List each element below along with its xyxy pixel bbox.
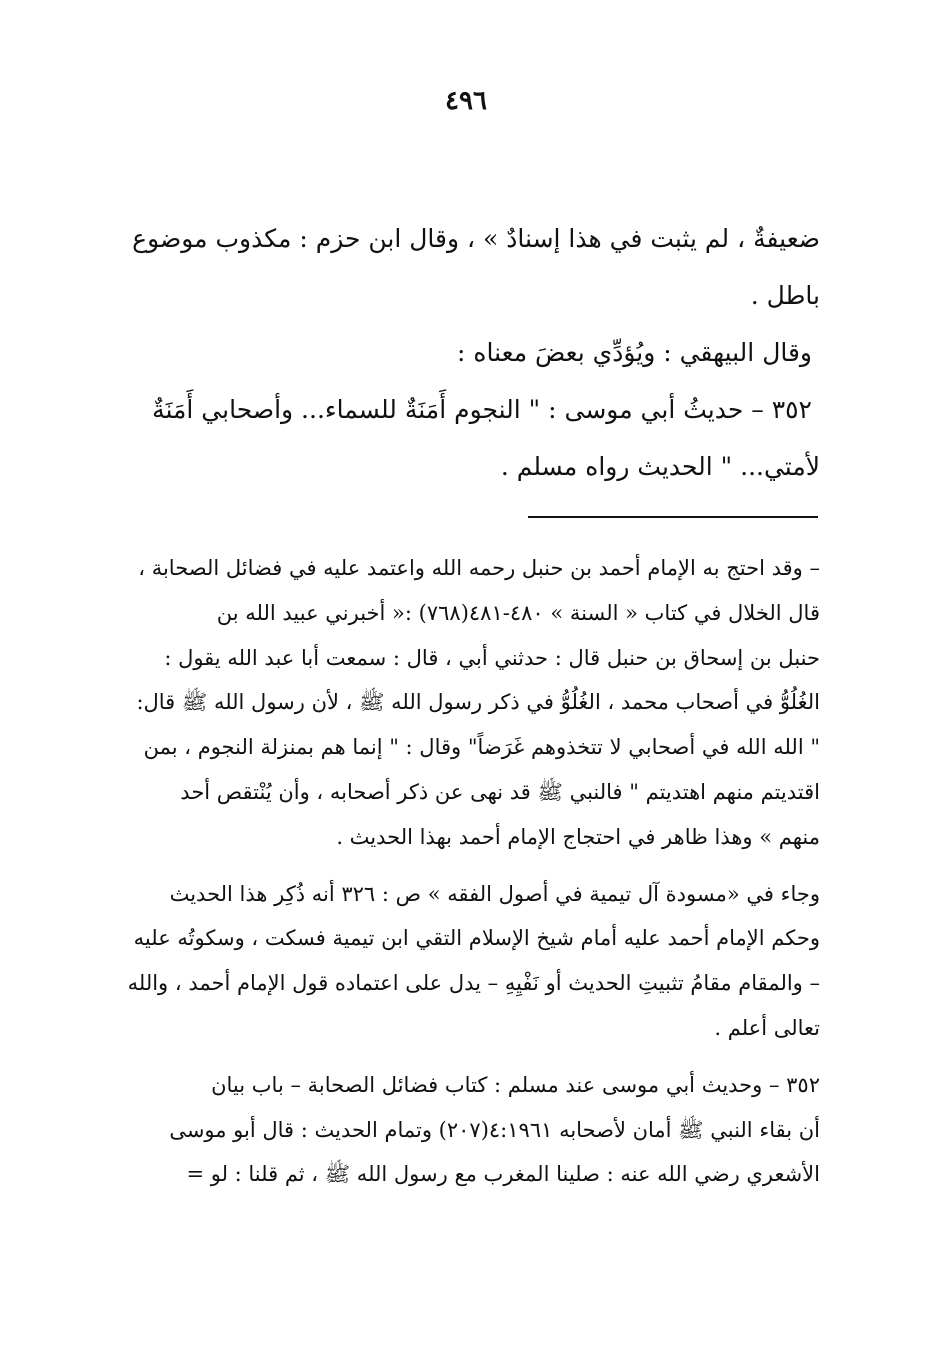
- footnote-line: – وقد احتج به الإمام أحمد بن حنبل رحمه الله واعتمد عليه في فضائل الصحابة ،: [138, 556, 820, 580]
- footnote-line: تعالى أعلم .: [714, 1015, 820, 1040]
- footnote-line: اقتديتم منهم اهتديتم " فالنبي ﷺ قد نهى عن ذكر أصحابه ، وأن يُنْتقص أحد: [180, 779, 820, 804]
- footnote-line: – والمقام مقامُ تثبيتِ الحديث أو نَفْيِهِ – يدل على اعتماده قول الإمام أحمد ، والله: [127, 971, 820, 996]
- footnote-line: الأشعري رضي الله عنه : صلينا المغرب مع رسول الله ﷺ ، ثم قلنا : لو =: [186, 1162, 820, 1187]
- footnote-divider: [528, 516, 818, 518]
- footnote-line: قال الخلال في كتاب « السنة » ٤٨٠-٤٨١(٧٦٨) :« أخبرني عبيد الله بن: [216, 600, 820, 625]
- page-number: ٤٩٦: [445, 86, 487, 116]
- main-text: [100, 210, 820, 495]
- main-line: ضعيفةٌ ، لم يثبت في هذا إسنادٌ » ، وقال ابن حزم : مكذوب موضوع: [132, 224, 820, 253]
- footnote-line: أن بقاء النبي ﷺ أمان لأصحابه ٤:١٩٦١(٢٠٧) وتمام الحديث : قال أبو موسى: [169, 1117, 820, 1142]
- main-line: وقال البيهقي : ويُؤدِّي بعضَ معناه :: [457, 338, 812, 367]
- footnote-line: وحكم الإمام أحمد عليه أمام شيخ الإسلام التقي ابن تيمية فسكت ، وسكوتُه عليه: [133, 926, 820, 951]
- footnote-line: ٣٥٢ – وحديث أبي موسى عند مسلم : كتاب فضائل الصحابة – باب بيان: [211, 1072, 820, 1097]
- footnotes: [100, 546, 820, 1197]
- footnote-line: وجاء في «مسودة آل تيمية في أصول الفقه » ص : ٣٢٦ أنه ذُكِر هذا الحديث: [169, 881, 820, 906]
- main-line: باطل .: [750, 281, 820, 310]
- footnote-line: " الله الله في أصحابي لا تتخذوهم غَرَضاً" وقال : " إنما هم بمنزلة النجوم ، بمن: [143, 735, 820, 760]
- footnote-line: منهم » وهذا ظاهر في احتجاج الإمام أحمد بهذا الحديث .: [336, 824, 820, 849]
- footnote-line: الغُلُوُّ في أصحاب محمد ، الغُلُوُّ في ذكر رسول الله ﷺ ، لأن رسول الله ﷺ قال:: [136, 690, 820, 715]
- main-line: لأمتي... " الحديث رواه مسلم .: [500, 452, 820, 481]
- footnote-line: حنبل بن إسحاق بن حنبل قال : حدثني أبي ، قال : سمعت أبا عبد الله يقول :: [164, 645, 820, 670]
- hadith-352-line: ٣٥٢ – حديثُ أبي موسى : " النجوم أَمَنَةٌ للسماء... وأصحابي أَمَنَةٌ: [152, 395, 812, 424]
